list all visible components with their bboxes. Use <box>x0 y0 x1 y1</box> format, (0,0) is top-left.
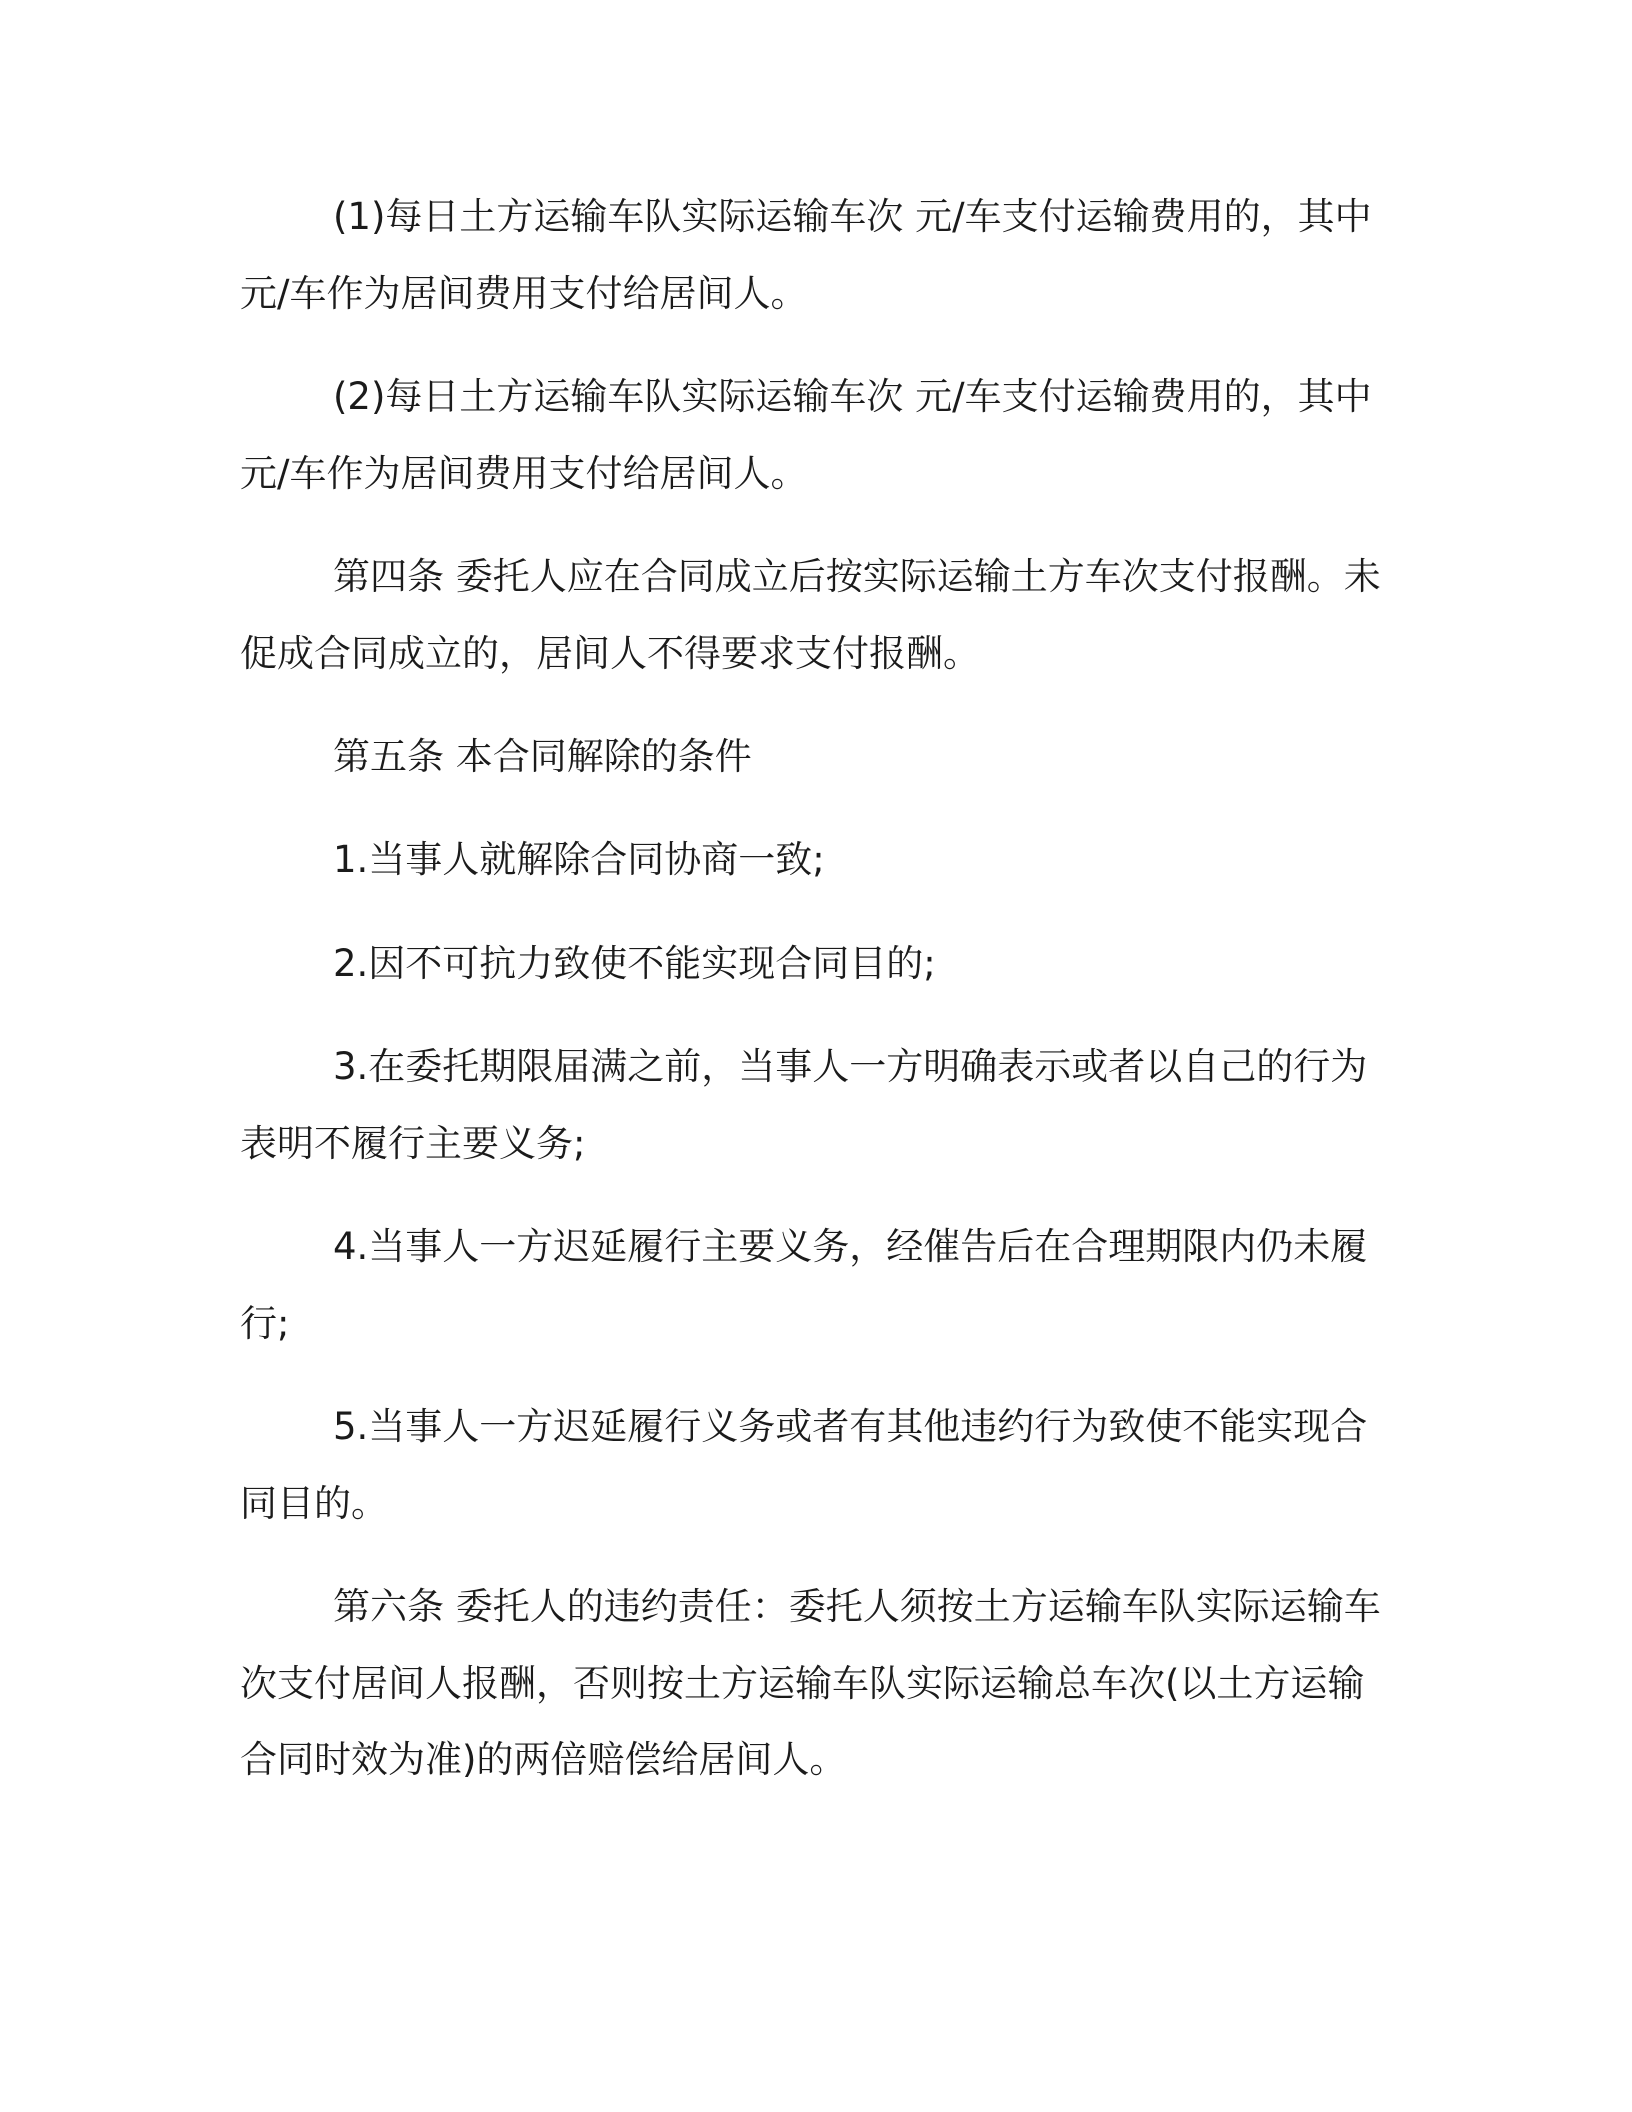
paragraph-condition-1 <box>240 822 1632 899</box>
text-line: 元/车作为居间费用支付给居间人。 <box>240 271 808 315</box>
paragraph-condition-2 <box>240 926 1632 1003</box>
paragraph-article-4 <box>240 539 1632 692</box>
text-line: (2)每日土方运输车队实际运输车次 元/车支付运输费用的，其中 <box>333 375 1372 418</box>
paragraph-article-5-heading <box>240 719 1632 796</box>
text-line: 第五条 本合同解除的条件 <box>333 735 752 778</box>
paragraph-condition-3 <box>240 1029 1632 1182</box>
text-line: 1.当事人就解除合同协商一致; <box>333 838 825 882</box>
text-line: 2.因不可抗力致使不能实现合同目的; <box>333 941 936 985</box>
text-line: 合同时效为准)的两倍赔偿给居间人。 <box>240 1738 847 1782</box>
paragraph-condition-4 <box>240 1209 1632 1362</box>
text-line: 行; <box>240 1301 290 1345</box>
text-line: 促成合同成立的，居间人不得要求支付报酬。 <box>240 631 980 675</box>
text-line: 元/车作为居间费用支付给居间人。 <box>240 451 808 495</box>
text-line: 同目的。 <box>240 1481 388 1525</box>
text-line: 第六条 委托人的违约责任：委托人须按土方运输车队实际运输车 <box>333 1585 1381 1629</box>
text-line: 表明不履行主要义务; <box>240 1121 586 1165</box>
text-line: (1)每日土方运输车队实际运输车次 元/车支付运输费用的，其中 <box>333 195 1372 238</box>
text-line: 第四条 委托人应在合同成立后按实际运输土方车次支付报酬。未 <box>333 555 1381 598</box>
text-line: 3.在委托期限届满之前，当事人一方明确表示或者以自己的行为 <box>333 1045 1368 1089</box>
paragraph-article-6 <box>240 1569 1632 1799</box>
text-line: 5.当事人一方迟延履行义务或者有其他违约行为致使不能实现合 <box>333 1405 1368 1449</box>
paragraph-condition-5 <box>240 1389 1632 1542</box>
paragraph-fee-item-1 <box>240 179 1632 332</box>
text-line: 4.当事人一方迟延履行主要义务，经催告后在合理期限内仍未履 <box>333 1225 1368 1269</box>
text-line: 次支付居间人报酬，否则按土方运输车队实际运输总车次(以土方运输 <box>240 1661 1365 1705</box>
paragraph-fee-item-2 <box>240 359 1632 512</box>
